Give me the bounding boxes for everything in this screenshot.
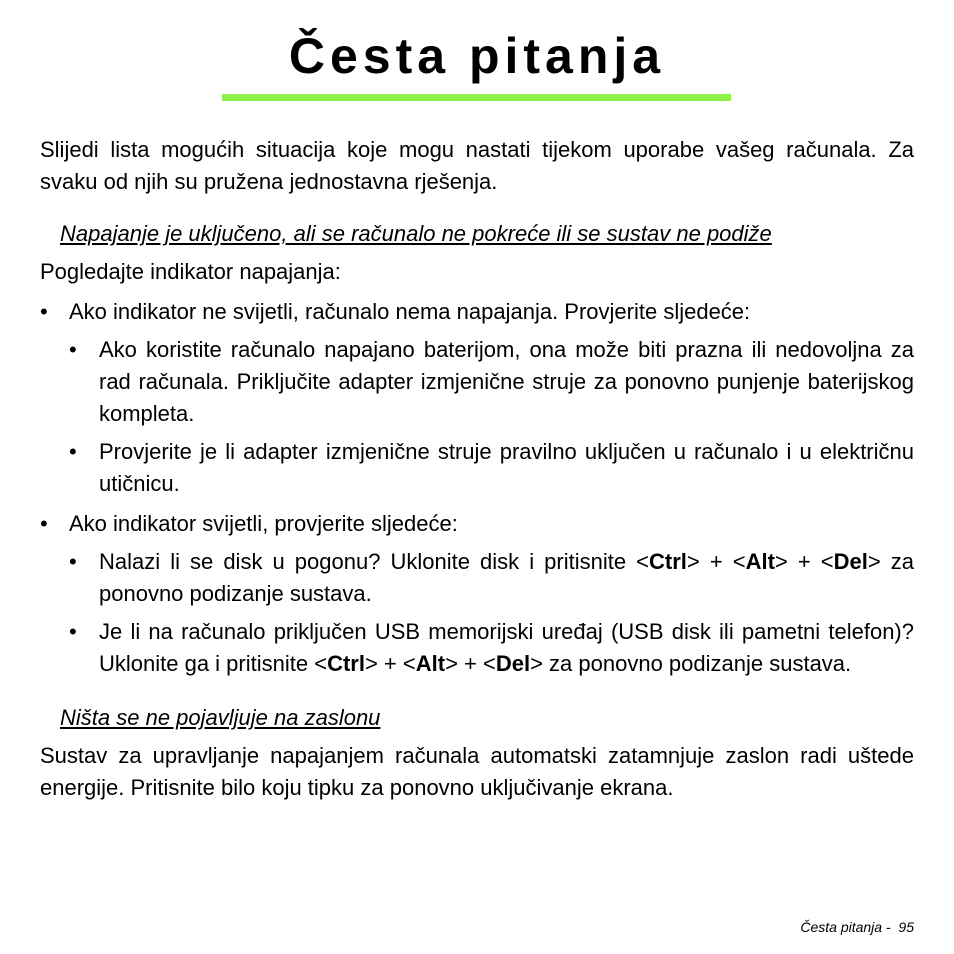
list-item-text: Ako indikator ne svijetli, računalo nema napajanja. Provjerite sljedeće: (69, 299, 751, 324)
section-spacer (40, 680, 914, 702)
text-run: > + < (774, 549, 834, 574)
bullet-icon: • (69, 439, 77, 464)
bullet-icon: • (40, 299, 48, 324)
main-content (40, 134, 914, 804)
text-run: > za ponovno podizanje sustava. (99, 549, 914, 606)
section-body: Sustav za upravljanje napajanjem računala automatski zatamnjuje zaslon radi uštede energije. Pritisnite bilo koju tipku za ponovno uključivanje ekrana. (40, 743, 914, 800)
list-item-text: Ako indikator svijetli, provjerite sljedeće: (69, 511, 458, 536)
text-run: Je li na računalo priključen USB memorijski uređaj (USB disk ili pametni telefon)? Uklonite ga i pritisnite < (99, 619, 914, 676)
page-title: Česta pitanja (288, 28, 666, 84)
text-run: > + < (364, 651, 416, 676)
text-run: > + < (686, 549, 746, 574)
sub-list-item-text: Ako koristite računalo napajano baterijom, ona može biti prazna ili nedovoljna za rad računala. Priključite adapter izmjenične struje za ponovno punjenje baterijskog kompleta. (99, 337, 914, 426)
sub-list-item-text (99, 549, 914, 606)
list-item (40, 296, 914, 500)
bullet-icon: • (69, 549, 77, 574)
key-alt: Alt (745, 549, 775, 574)
key-ctrl: Ctrl (327, 651, 365, 676)
text-run: > + < (445, 651, 496, 676)
page-number: 95 (898, 919, 914, 935)
sub-bullet-list (69, 546, 914, 680)
title-underline (222, 94, 731, 101)
sub-list-item (69, 334, 914, 430)
intro-paragraph: Slijedi lista mogućih situacija koje mogu nastati tijekom uporabe vašeg računala. Za svaku od njih su pružena jednostavna rješenja. (40, 137, 914, 194)
sub-list-item-text (99, 619, 914, 676)
key-alt: Alt (415, 651, 446, 676)
key-ctrl: Ctrl (649, 549, 687, 574)
bullet-icon: • (69, 619, 77, 644)
bullet-icon: • (40, 511, 48, 536)
sub-list-item (69, 546, 914, 610)
bullet-list (40, 296, 914, 680)
section-heading-power: Napajanje je uključeno, ali se računalo ne pokreće ili se sustav ne podiže (60, 221, 772, 246)
key-del: Del (495, 651, 531, 676)
footer-label: Česta pitanja - (800, 919, 891, 935)
bullet-icon: • (69, 337, 77, 362)
text-run: Nalazi li se disk u pogonu? Uklonite disk i pritisnite < (99, 549, 650, 574)
section-heading-display: Ništa se ne pojavljuje na zaslonu (60, 705, 381, 730)
section-lead: Pogledajte indikator napajanja: (40, 259, 341, 284)
list-item (40, 508, 914, 680)
sub-bullet-list (69, 334, 914, 500)
sub-list-item (69, 616, 914, 680)
sub-list-item (69, 436, 914, 500)
text-run: > za ponovno podizanje sustava. (530, 651, 852, 676)
page-footer (800, 918, 914, 936)
key-del: Del (833, 549, 868, 574)
sub-list-item-text: Provjerite je li adapter izmjenične struje pravilno uključen u računalo i u električnu utičnicu. (99, 439, 914, 496)
